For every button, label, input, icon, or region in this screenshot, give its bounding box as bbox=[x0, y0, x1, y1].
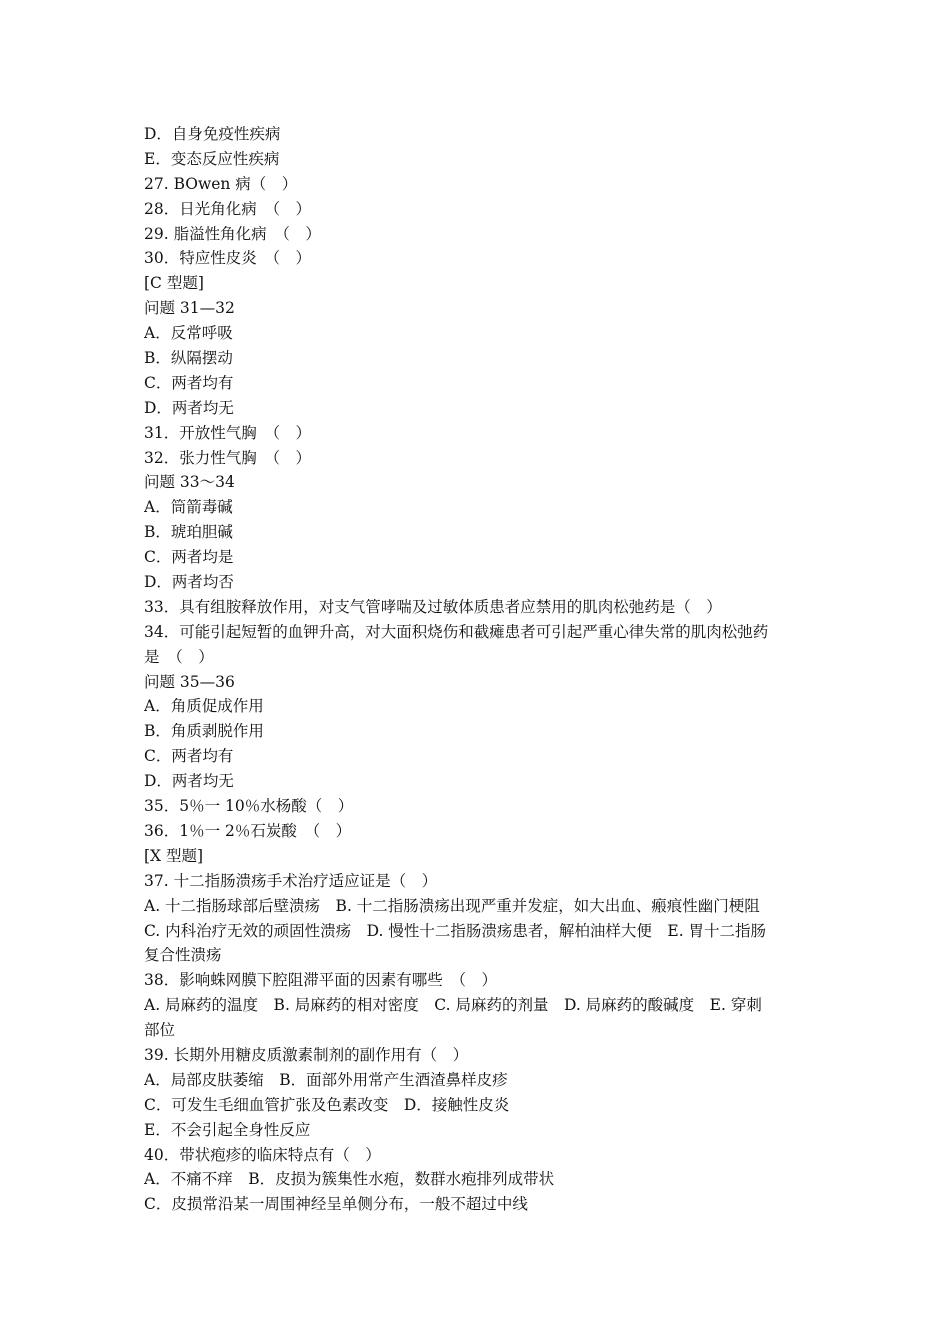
text-line: 40．带状疱疹的临床特点有（ ） bbox=[144, 1145, 381, 1164]
text-line: D．自身免疫性疾病 bbox=[144, 125, 281, 143]
text-line: 36．1％一 2％石炭酸 （ ） bbox=[144, 821, 352, 840]
text-line: A．不痛不痒 B．皮损为簇集性水疱，数群水疱排列成带状 bbox=[144, 1170, 555, 1189]
text-line: 37. 十二指肠溃疡手术治疗适应证是（ ） bbox=[144, 871, 438, 890]
text-line: D．两者均否 bbox=[144, 573, 234, 592]
text-line: 34．可能引起短暂的血钾升高，对大面积烧伤和截瘫患者可引起严重心律失常的肌肉松弛药 bbox=[144, 622, 769, 641]
text-line: B．角质剥脱作用 bbox=[144, 722, 264, 741]
text-line: A．筒箭毒碱 bbox=[144, 498, 233, 517]
question-group-heading: 问题 33～34 bbox=[144, 473, 235, 492]
text-line: 28．日光角化病 （ ） bbox=[144, 199, 311, 218]
text-line: 复合性溃疡 bbox=[144, 946, 222, 965]
text-line: 38．影响蛛网膜下腔阻滞平面的因素有哪些 （ ） bbox=[144, 971, 497, 990]
text-line: B．琥珀胆碱 bbox=[144, 523, 233, 542]
text-line: 33．具有组胺释放作用，对支气管哮喘及过敏体质患者应禁用的肌肉松弛药是（ ） bbox=[144, 597, 722, 616]
text-line: A．局部皮肤萎缩 B．面部外用常产生酒渣鼻样皮疹 bbox=[144, 1070, 508, 1089]
text-line: 27. BOwen 病（ ） bbox=[144, 174, 298, 193]
section-heading: [X 型题] bbox=[144, 846, 204, 865]
text-line: C．皮损常沿某一周围神经呈单侧分布，一般不超过中线 bbox=[144, 1195, 528, 1214]
text-line: A．反常呼吸 bbox=[144, 324, 233, 343]
text-line: D．两者均无 bbox=[144, 772, 234, 791]
text-line: A. 局麻药的温度 B. 局麻药的相对密度 C. 局麻药的剂量 D. 局麻药的酸碱度 E. 穿刺 bbox=[144, 996, 762, 1015]
text-line: 31．开放性气胸 （ ） bbox=[144, 423, 311, 442]
text-line: A. 十二指肠球部后壁溃疡 B. 十二指肠溃疡出现严重并发症，如大出血、瘢痕性幽门梗阻 bbox=[144, 896, 760, 915]
question-group-heading: 问题 31—32 bbox=[144, 299, 235, 318]
text-line: 35．5％一 10％水杨酸（ ） bbox=[144, 797, 354, 816]
question-group-heading: 问题 35—36 bbox=[144, 672, 235, 691]
text-line: E．变态反应性疾病 bbox=[144, 149, 280, 168]
text-line: 39. 长期外用糖皮质激素制剂的副作用有（ ） bbox=[144, 1045, 469, 1064]
text-line: A．角质促成作用 bbox=[144, 697, 264, 716]
text-line: E．不会引起全身性反应 bbox=[144, 1120, 311, 1139]
text-line: 29. 脂溢性角化病 （ ） bbox=[144, 224, 321, 243]
text-line: C．两者均是 bbox=[144, 548, 234, 567]
text-line: C．两者均有 bbox=[144, 747, 234, 766]
text-line: 30．特应性皮炎 （ ） bbox=[144, 249, 311, 268]
text-line: 32．张力性气胸 （ ） bbox=[144, 448, 311, 467]
text-line: D．两者均无 bbox=[144, 398, 234, 417]
text-line: C．可发生毛细血管扩张及色素改变 D．接触性皮炎 bbox=[144, 1095, 510, 1114]
text-line: B．纵隔摆动 bbox=[144, 349, 233, 368]
text-line: 是 （ ） bbox=[144, 647, 214, 666]
section-heading: [C 型题] bbox=[144, 274, 204, 293]
text-line: C. 内科治疗无效的顽固性溃疡 D. 慢性十二指肠溃疡患者，解柏油样大便 E. 胃十二指肠 bbox=[144, 921, 767, 940]
document-page bbox=[144, 122, 814, 1217]
text-line: C．两者均有 bbox=[144, 373, 234, 392]
text-line: 部位 bbox=[144, 1021, 176, 1040]
